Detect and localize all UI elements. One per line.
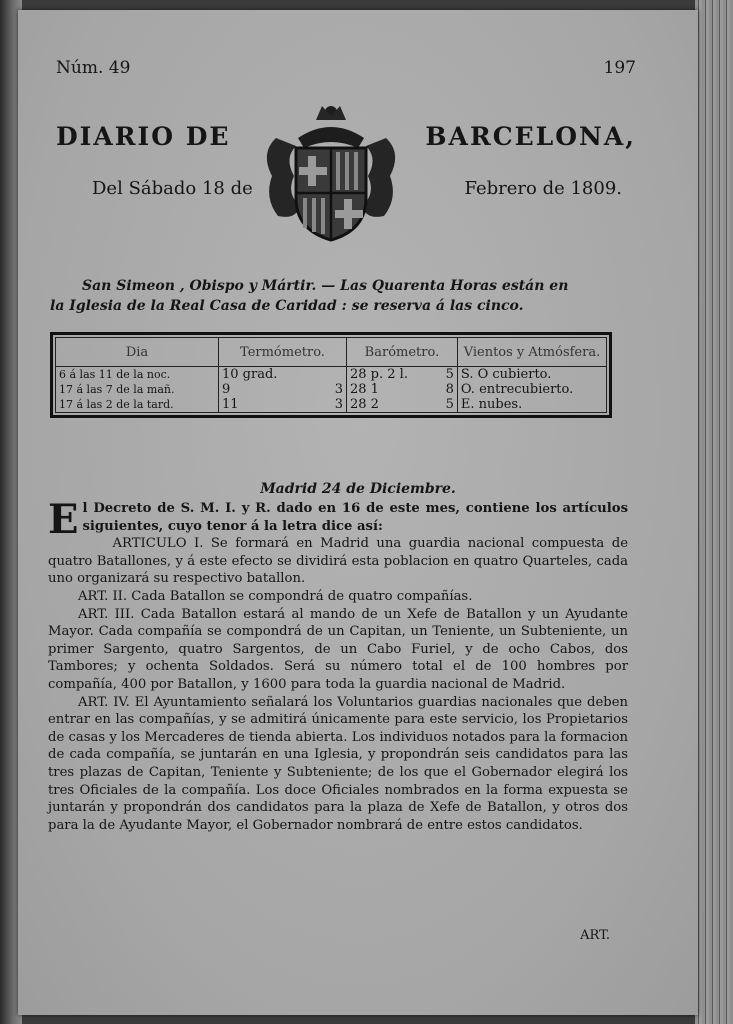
cell-wind: O. entrecubierto. <box>460 382 574 397</box>
paragraph-article-3: ART. III. Cada Batallon estará al mando de un Xefe de Batallon y un Ayudante Mayor. Cada compañía se compondrá de un Capitan, un Teniente, un Subteniente, un primer Sargento, quatro Sargentos, de un Cabo Furiel, y de ocho Cabos, dos Tambores; y ochenta Soldados. Será su número total el de 100 hombres por compañía, 400 por Batallon, y 1600 para toda la guardia nacional de Madrid. <box>48 606 628 692</box>
masthead-title-right: BARCELONA, <box>425 122 636 151</box>
cell-wind: E. nubes. <box>460 397 523 412</box>
issue-date-left: Del Sábado 18 de <box>92 178 253 199</box>
cell-barometer: 28 1 <box>350 382 379 397</box>
cell-barometer: 28 p. 2 l. <box>350 367 408 382</box>
cell-temp: 11 <box>222 397 239 412</box>
cell-temp-frac: 3 <box>328 382 347 397</box>
paragraph-intro <box>48 496 628 543</box>
paragraph-intro-text: l Decreto de S. M. I. y R. dado en 16 de este mes, contiene los artículos siguientes, cuyo tenor á la letra dice así: <box>82 501 628 534</box>
barcelona-coat-of-arms-icon <box>256 98 406 248</box>
cell-barometer-frac: 8 <box>439 382 458 397</box>
col-wind: Vientos y Atmósfera. <box>457 338 606 367</box>
page-number: 197 <box>603 58 636 78</box>
article-body <box>48 496 628 834</box>
col-day: Dia <box>56 338 219 367</box>
saints-line-1: San Simeon , Obispo y Mártir. — Las Quarenta Horas están en <box>82 278 569 294</box>
issue-number: Núm. 49 <box>56 58 131 78</box>
table-row <box>56 382 607 397</box>
cell-barometer-frac: 5 <box>439 397 458 413</box>
article-dateline: Madrid 24 de Diciembre. <box>260 481 456 497</box>
cell-temp-frac <box>328 367 347 383</box>
catchword: ART. <box>580 928 610 943</box>
col-thermometer: Termómetro. <box>219 338 347 367</box>
cell-temp: 9 <box>222 382 231 397</box>
issue-date-right: Febrero de 1809. <box>464 178 622 199</box>
masthead <box>56 110 636 260</box>
page-edges <box>695 0 733 1024</box>
saints-line-2: la Iglesia de la Real Casa de Caridad : se reserva á las cinco. <box>50 298 524 314</box>
cell-temp: 10 grad. <box>222 367 278 382</box>
cell-wind: S. O cubierto. <box>460 367 552 382</box>
cell-barometer: 28 2 <box>350 397 379 412</box>
saints-notice <box>50 276 630 316</box>
cell-temp-frac: 3 <box>328 397 347 413</box>
paragraph-article-4: ART. IV. El Ayuntamiento señalará los Voluntarios guardias nacionales que deben entrar en las compañías, y se admitirá únicamente para este servicio, los Propietarios de casas y los Mercaderes de tienda abierta. Los individuos notados para la formacion de cada compañía, se juntarán en una Iglesia, y propondrán seis candidatos para las tres plazas de Capitan, Teniente y Subteniente; de los que el Gobernador elegirá los tres Oficiales de la compañía. Los doce Oficiales nombrados en la forma expuesta se juntarán y propondrán dos candidatos para la plaza de Xefe de Batallon, y otros dos para la de Ayudante Mayor, el Gobernador nombrará de entre estos candidatos. <box>48 694 628 833</box>
masthead-title-left: DIARIO DE <box>56 122 231 151</box>
col-barometer: Barómetro. <box>347 338 458 367</box>
newspaper-page <box>18 10 698 1015</box>
paragraph-article-2: ART. II. Cada Batallon se compondrá de quatro compañías. <box>78 588 473 604</box>
drop-cap: E <box>48 496 79 543</box>
cell-barometer-frac: 5 <box>439 367 458 383</box>
running-header <box>56 58 636 84</box>
cell-time: 17 á las 2 de la tard. <box>56 397 219 413</box>
cell-time: 6 á las 11 de la noc. <box>56 367 219 383</box>
table-row <box>56 397 607 413</box>
cell-time: 17 á las 7 de la mañ. <box>56 382 219 397</box>
weather-table <box>50 332 612 418</box>
paragraph-article-1: ARTICULO I. Se formará en Madrid una guardia nacional compuesta de quatro Batallones, y á este efecto se dividirá esta poblacion en quatro Quarteles, cada uno organizará su respectivo batallon. <box>48 536 628 587</box>
weather-header-row <box>56 338 607 367</box>
table-row <box>56 367 607 383</box>
